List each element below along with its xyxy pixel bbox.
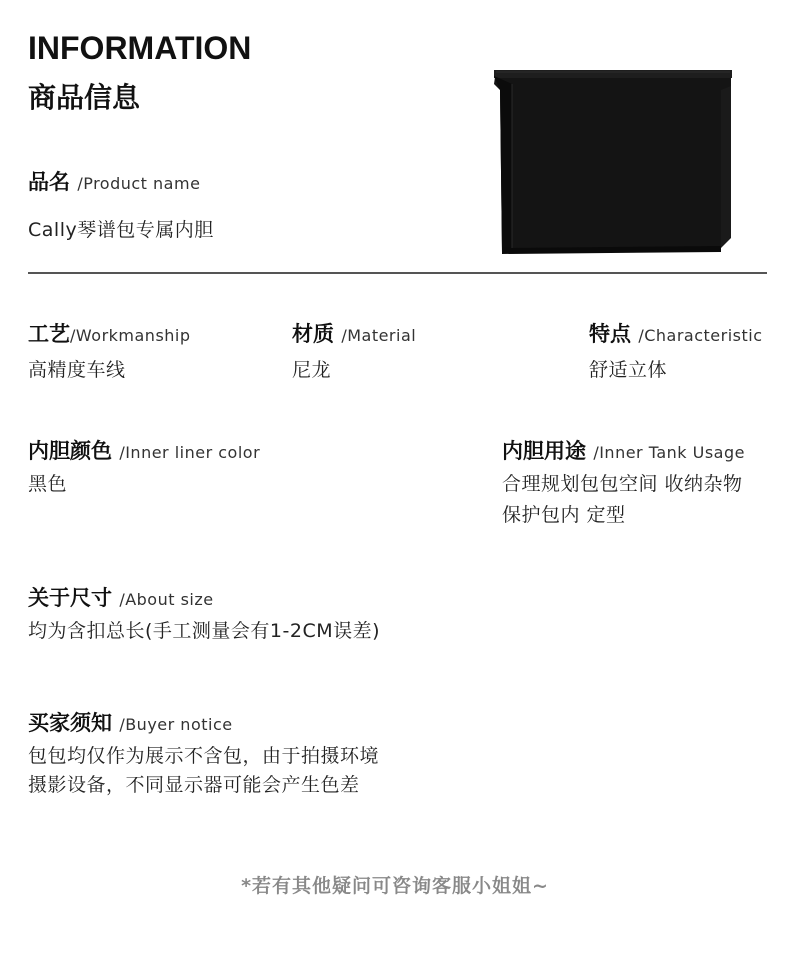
product-name-heading <box>28 166 200 196</box>
characteristic-value: 舒适立体 <box>589 359 668 381</box>
material-heading <box>292 318 416 348</box>
product-name-label-en: /Product name <box>77 174 201 193</box>
product-name-label: 品名 <box>28 170 70 194</box>
workmanship-label: 工艺 <box>28 322 70 346</box>
section-divider <box>28 272 767 274</box>
material-label: 材质 <box>292 322 334 346</box>
liner-color-label: 内胆颜色 <box>28 439 112 463</box>
liner-color-value: 黑色 <box>28 473 68 495</box>
material-label-en: /Material <box>341 326 417 345</box>
tank-usage-line-2: 保护包内 定型 <box>502 504 626 526</box>
about-size-label: 关于尺寸 <box>28 586 112 610</box>
workmanship-label-en: /Workmanship <box>70 326 191 345</box>
tank-usage-heading <box>502 435 745 465</box>
about-size-heading <box>28 582 214 612</box>
buyer-notice-line-2: 摄影设备，不同显示器可能会产生色差 <box>28 774 360 796</box>
about-size-label-en: /About size <box>119 590 214 609</box>
liner-color-label-en: /Inner liner color <box>119 443 261 462</box>
material-value: 尼龙 <box>292 359 332 381</box>
workmanship-value: 高精度车线 <box>28 359 126 381</box>
tank-usage-line-1: 合理规划包包空间 收纳杂物 <box>502 473 743 495</box>
page-title-en: INFORMATION <box>28 30 252 66</box>
buyer-notice-heading <box>28 707 233 737</box>
page-title-zh: 商品信息 <box>28 81 141 114</box>
characteristic-label-en: /Characteristic <box>638 326 763 345</box>
footer-note: *若有其他疑问可咨询客服小姐姐~ <box>241 875 549 897</box>
product-image <box>490 62 735 257</box>
about-size-value: 均为含扣总长(手工测量会有1-2CM误差) <box>28 620 381 642</box>
buyer-notice-label: 买家须知 <box>28 711 112 735</box>
buyer-notice-label-en: /Buyer notice <box>119 715 233 734</box>
tank-usage-label-en: /Inner Tank Usage <box>593 443 745 462</box>
tank-usage-label: 内胆用途 <box>502 439 586 463</box>
buyer-notice-line-1: 包包均仅作为展示不含包，由于拍摄环境 <box>28 745 380 767</box>
characteristic-heading <box>589 318 763 348</box>
characteristic-label: 特点 <box>589 322 631 346</box>
workmanship-heading <box>28 318 191 348</box>
liner-color-heading <box>28 435 260 465</box>
product-name-value: Cally琴谱包专属内胆 <box>28 219 214 241</box>
